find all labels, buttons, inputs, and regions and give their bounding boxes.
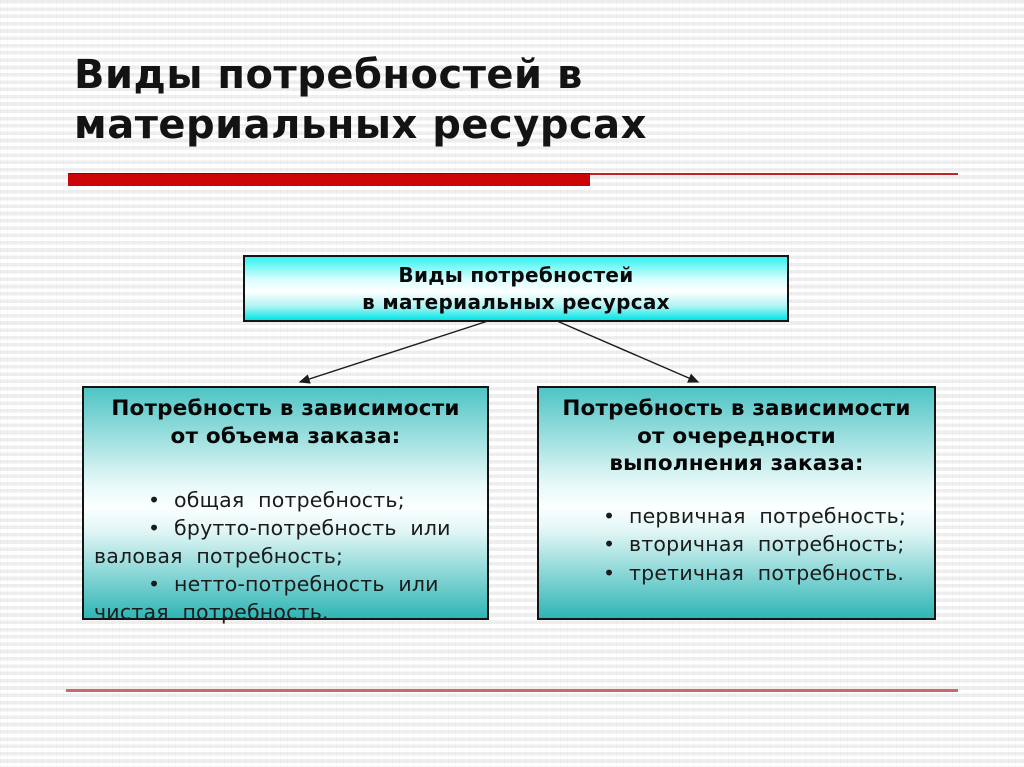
right-box-header: Потребность в зависимости от очередности выполнения заказа: (562, 396, 911, 476)
bullet-item: • нетто-потребность или чистая потребность. (94, 572, 439, 624)
left-box-bullet-list (94, 486, 477, 626)
bullet-item: • третичная потребность. (603, 560, 905, 585)
title-underline-bar (68, 173, 590, 186)
title-underline-line (590, 173, 958, 175)
arrow-to-right-box (557, 321, 698, 382)
arrow-to-left-box (300, 321, 488, 382)
connector-arrows (260, 316, 780, 390)
right-box-bullet-list (549, 502, 924, 588)
footer-rule (66, 689, 958, 692)
diagram-right-box (537, 386, 936, 620)
diagram-root-box: Виды потребностей в материальных ресурсах (243, 255, 789, 322)
diagram-left-box (82, 386, 489, 624)
bullet-item: • первичная потребность; (603, 503, 907, 528)
slide-title: Виды потребностей в материальных ресурсах (74, 52, 647, 148)
left-box-header: Потребность в зависимости от объема заказа: (111, 396, 460, 449)
bullet-item: • брутто-потребность или валовая потребность; (94, 516, 451, 568)
bullet-item: • вторичная потребность; (603, 532, 905, 556)
bullet-item: • общая потребность; (148, 488, 405, 512)
